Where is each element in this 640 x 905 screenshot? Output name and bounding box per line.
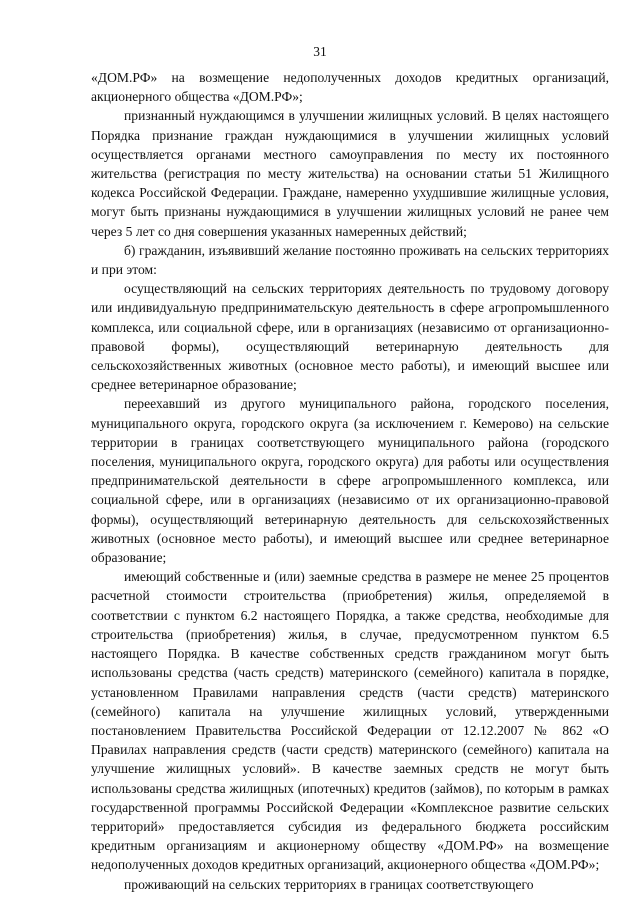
document-body — [91, 68, 609, 894]
paragraph: проживающий на сельских территориях в границах соответствующего — [124, 876, 534, 892]
paragraph: б) гражданин, изъявивший желание постоянно проживать на сельских территориях и при этом: — [91, 242, 609, 278]
page-number: 31 — [313, 44, 327, 59]
paragraph: осуществляющий на сельских территориях деятельность по трудовому договору или индивидуальную предпринимательскую деятельность в сфере агропромышленного комплекса, или социальной сфере, или в организациях (независимо от организационно-правовой формы), осуществляющий ветеринарную деятельность для сельскохозяйственных животных (основное место работы), и имеющий высшее или среднее ветеринарное образование; — [91, 281, 609, 393]
paragraph: имеющий собственные и (или) заемные средства в размере не менее 25 процентов расчетной стоимости строительства (приобретения) жилья, определяемой в соответствии с пунктом 6.2 настоящего Порядка, а также средства, необходимые для строительства (приобретения) жилья, в случае, предусмотренном пунктом 6.5 настоящего Порядка. В качестве собственных средств гражданином могут быть использованы средства (часть средств) материнского (семейного) капитала в порядке, установленном Правилами направления средств (части средств) материнского (семейного) капитала на улучшение жилищных условий, утвержденными постановлением Правительства Российской Федерации от 12.12.2007 № 862 «О Правилах направления средств (части средств) материнского (семейного) капитала на улучшение жилищных условий». В качестве заемных средств не могут быть использованы средства жилищных (ипотечных) кредитов (займов), по которым в рамках государственной программы Российской Федерации «Комплексное развитие сельских территорий» предоставляется субсидия из федерального бюджета российским кредитным организациям и акционерному обществу «ДОМ.РФ» на возмещение недополученных доходов кредитных организаций, акционерного общества «ДОМ.РФ»; — [91, 569, 609, 873]
paragraph: переехавший из другого муниципального района, городского поселения, муниципального округа, городского округа (за исключением г. Кемерово) на сельские территории в границах соответствующего муниципального района (городского поселения, муниципального округа, городского округа) для работы или осуществления предпринимательской деятельности в сфере агропромышленного комплекса, или социальной сфере, или в организациях (независимо от их организационно-правовой формы), осуществляющий ветеринарную деятельность для сельскохозяйственных животных (основное место работы), и имеющий высшее или среднее ветеринарное образование; — [91, 396, 609, 566]
paragraph: признанный нуждающимся в улучшении жилищных условий. В целях настоящего Порядка признание граждан нуждающимися в улучшении жилищных условий осуществляется органами местного самоуправления по месту их постоянного жительства (регистрация по месту жительства) на основании статьи 51 Жилищного кодекса Российской Федерации. Граждане, намеренно ухудшившие жилищные условия, могут быть признаны нуждающимися в улучшении жилищных условий не ранее чем через 5 лет со дня совершения указанных намеренных действий; — [91, 108, 609, 239]
paragraph: «ДОМ.РФ» на возмещение недополученных доходов кредитных организаций, акционерного общества «ДОМ.РФ»; — [91, 70, 609, 105]
